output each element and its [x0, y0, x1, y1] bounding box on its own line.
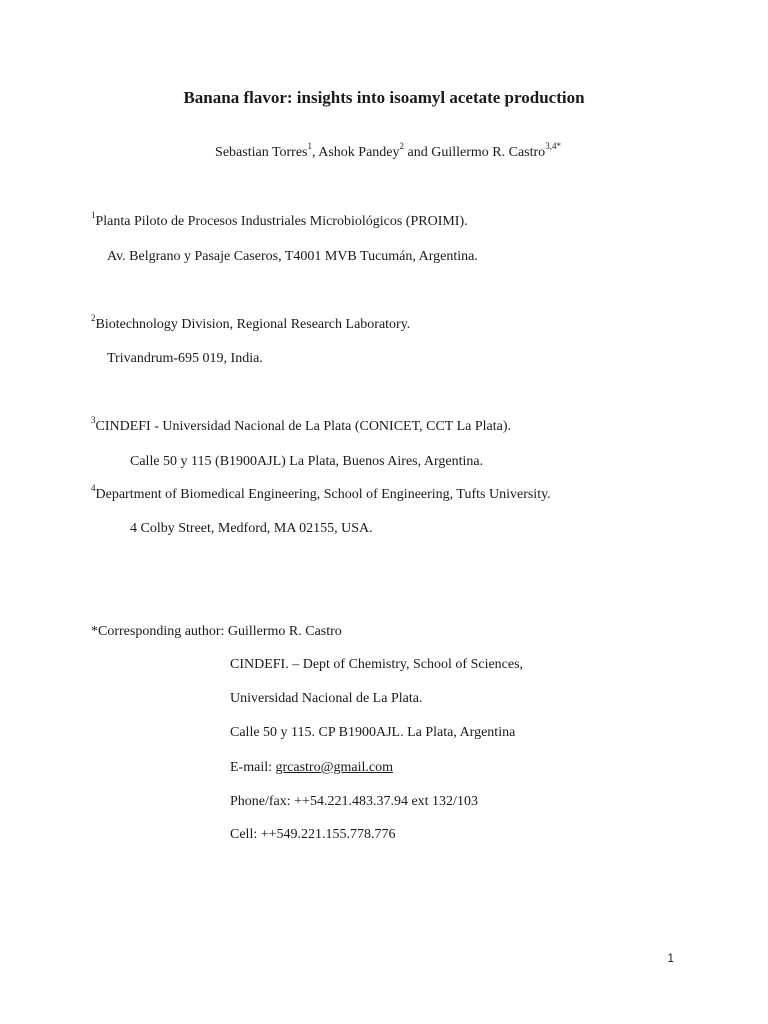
- author-affiliation-marker: 3,4*: [545, 141, 561, 152]
- author-affiliation-marker: 2: [399, 141, 405, 152]
- email-label: E-mail:: [230, 760, 276, 775]
- corresponding-address-line: Universidad Nacional de La Plata.: [230, 691, 423, 706]
- affiliation-number: 4: [91, 483, 96, 494]
- affiliation-number: 3: [91, 415, 96, 426]
- affiliation-3-line-1: $^3$CINDEFI - Universidad Nacional de La Plata (CONICET, CCT La Plata).: [91, 415, 511, 434]
- author-separator: and: [404, 145, 432, 160]
- affiliation-2-line-2: Trivandrum-695 019, India.: [107, 351, 263, 366]
- affiliation-number: 2: [91, 313, 96, 324]
- affiliation-1-line-1: $^1$Planta Piloto de Procesos Industriales Microbiológicos (PROIMI).: [91, 210, 468, 229]
- corresponding-author-label: *Corresponding author: Guillermo R. Castro: [91, 624, 342, 639]
- affiliation-3-line-2: Calle 50 y 115 (B1900AJL) La Plata, Buenos Aires, Argentina.: [130, 454, 484, 469]
- author-name: Guillermo R. Castro: [431, 145, 546, 160]
- author-affiliation-marker: 1: [307, 141, 313, 152]
- email-link[interactable]: grcastro@gmail.com: [275, 760, 393, 775]
- paper-title: Banana flavor: insights into isoamyl acetate production: [183, 88, 585, 107]
- corresponding-address-line: CINDEFI. – Dept of Chemistry, School of Sciences,: [230, 657, 524, 672]
- author-separator: ,: [312, 145, 319, 160]
- affiliation-number: 1: [91, 210, 96, 221]
- affiliation-2-line-1: $^2$Biotechnology Division, Regional Research Laboratory.: [91, 313, 411, 332]
- affiliation-1-line-2: Av. Belgrano y Pasaje Caseros, T4001 MVB Tucumán, Argentina.: [107, 249, 478, 264]
- author-name: Ashok Pandey: [318, 145, 400, 160]
- corresponding-cell: Cell: ++549.221.155.778.776: [230, 827, 396, 842]
- affiliation-4-line-1: $^4$Department of Biomedical Engineering, School of Engineering, Tufts University.: [91, 483, 551, 502]
- corresponding-email-row: [230, 761, 393, 775]
- corresponding-phone: Phone/fax: ++54.221.483.37.94 ext 132/103: [230, 794, 478, 809]
- corresponding-address-line: Calle 50 y 115. CP B1900AJL. La Plata, Argentina: [230, 725, 516, 740]
- author-list: [0, 141, 768, 160]
- author-name: Sebastian Torres: [215, 145, 308, 160]
- page-number: 1: [667, 951, 674, 965]
- affiliation-4-line-2: 4 Colby Street, Medford, MA 02155, USA.: [130, 521, 373, 536]
